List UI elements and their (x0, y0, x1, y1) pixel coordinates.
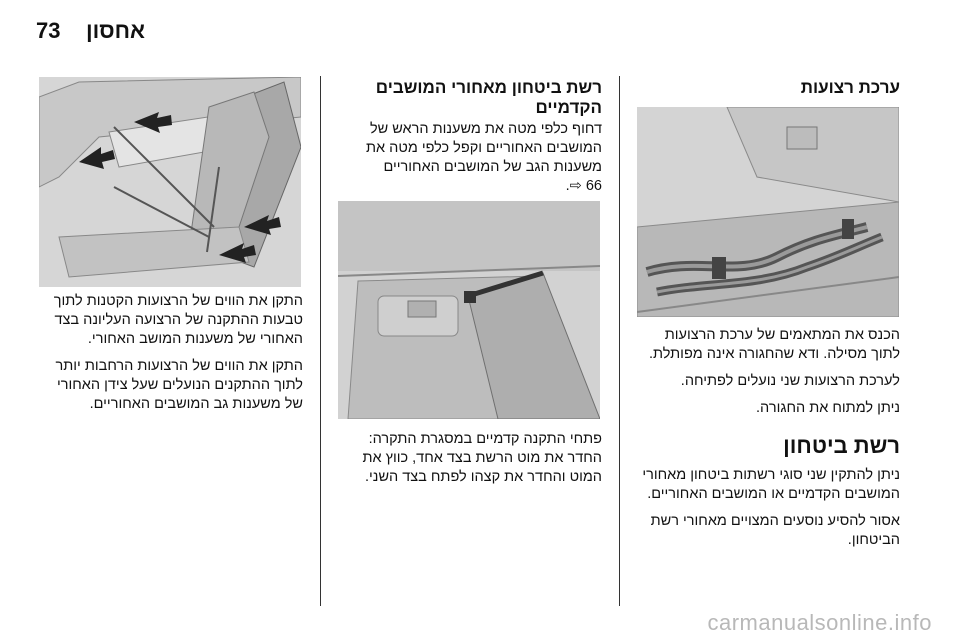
right-column (636, 78, 900, 98)
strap-kit-text-1: הכנס את המתאמים של ערכת הרצועות לתוך מסילה. ודא שהחגורה אינה מפותלת. (649, 327, 900, 362)
right-column-body (636, 326, 900, 558)
roof-mount-illustration (338, 201, 600, 419)
column-divider-right (619, 76, 620, 606)
heading-strap-kit: ערכת רצועות (800, 78, 900, 97)
heading-safety-net: רשת ביטחון (783, 433, 900, 458)
heading-net-behind-front-seats: רשת ביטחון מאחורי המושבים הקדמיים (375, 78, 602, 117)
hook-install-text-1: התקן את הווים של הרצועות הקטנות לתוך טבעות ההתקנה של הרצועה העליונה בצד האחורי של משענות המושב האחורי. (53, 293, 303, 347)
left-column-body (37, 292, 303, 422)
safety-net-text-1: ניתן להתקין שני סוגי רשתות ביטחון מאחורי המושבים הקדמיים או המושבים האחוריים. (642, 467, 900, 502)
safety-net-text-2: אסור להסיע נוסעים המצויים מאחורי רשת הביטחון. (650, 513, 900, 548)
watermark: carmanualsonline.info (707, 610, 932, 635)
strap-kit-text-2: לערכת הרצועות שני נועלים לפתיחה. (680, 373, 900, 389)
hook-install-illustration (39, 77, 301, 287)
hook-install-text-2: התקן את הווים של הרצועות הרחבות יותר לתוך ההתקנים הנועלים שעל צידן האחורי של משענות גב המושבים האחוריים. (55, 358, 303, 412)
roof-mount-figure (338, 201, 600, 419)
section-title: אחסון (86, 18, 146, 43)
strap-kit-figure (637, 107, 899, 317)
fold-seats-text: דחוף כלפי מטה את משענות הראש של המושבים האחוריים וקפל כלפי מטה את משענות הגב של המושבים האחוריים (366, 121, 602, 175)
page-number: 73 (36, 18, 61, 43)
hook-install-figure (39, 77, 301, 287)
strap-kit-illustration (637, 107, 899, 317)
middle-column (336, 78, 602, 204)
roof-mount-text: פתחי התקנה קדמיים במסגרת התקרה: החדר את מוט הרשת בצד אחד, כווץ את המוט והחדר את קצהו לפתח בצד השני. (362, 431, 602, 485)
page-reference[interactable]: 66 ⇨. (565, 178, 602, 194)
strap-kit-text-3: ניתן למתוח את החגורה. (756, 400, 900, 416)
middle-column-body (336, 430, 602, 495)
column-divider-left (320, 76, 321, 606)
